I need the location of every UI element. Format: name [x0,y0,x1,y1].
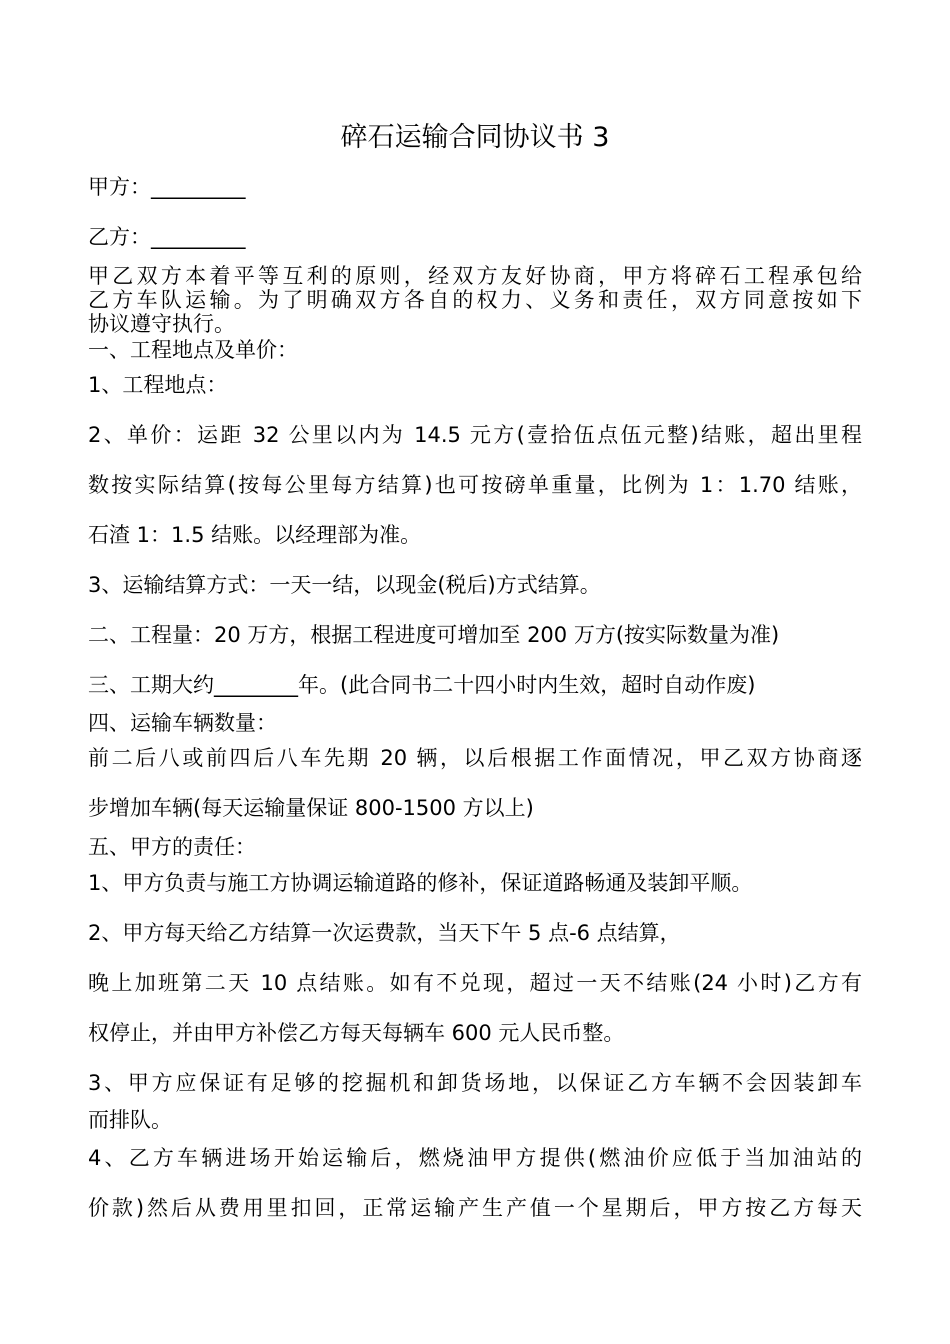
clause-line: 权停止，并由甲方补偿乙方每天每辆车 600 元人民币整。 [88,1021,625,1045]
section-heading-5: 五、甲方的责任： [88,835,256,859]
clause-line: 而排队。 [88,1108,172,1132]
clause-line: 石渣 1：1.5 结账。以经理部为准。 [88,523,422,547]
clause-line: 步增加车辆(每天运输量保证 800-1500 方以上) [88,796,534,820]
document-title: 碎石运输合同协议书 3 [340,122,610,153]
clause-line: 4、乙方车辆进场开始运输后，燃烧油甲方提供(燃油价应低于当加油站的 [88,1146,862,1170]
section-heading-2: 二、工程量：20 万方，根据工程进度可增加至 200 万方(按实际数量为准) [88,623,780,647]
clause-line: 晚上加班第二天 10 点结账。如有不兑现，超过一天不结账(24 小时)乙方有 [88,971,862,995]
section-heading-1: 一、工程地点及单价： [88,338,298,362]
party-a-line: 甲方：_________ [88,175,246,199]
clause-line: 价款)然后从费用里扣回，正常运输产生产值一个星期后，甲方按乙方每天 [88,1196,862,1220]
clause-line: 数按实际结算(按每公里每方结算)也可按磅单重量，比例为 1：1.70 结账， [88,473,862,497]
clause-line: 2、单价：运距 32 公里以内为 14.5 元方(壹拾伍点伍元整)结账，超出里程 [88,423,862,447]
clause-line: 1、工程地点： [88,373,228,397]
clause-line: 1、甲方负责与施工方协调运输道路的修补，保证道路畅通及装卸平顺。 [88,871,753,895]
section-heading-3: 三、工期大约________年。(此合同书二十四小时内生效，超时自动作废) [88,673,756,697]
party-b-line: 乙方：_________ [88,225,246,249]
intro-line-2: 乙方车队运输。为了明确双方各自的权力、义务和责任，双方同意按如下 [88,288,862,312]
clause-line: 前二后八或前四后八车先期 20 辆，以后根据工作面情况，甲乙双方协商逐 [88,746,862,770]
clause-line: 3、甲方应保证有足够的挖掘机和卸货场地，以保证乙方车辆不会因装卸车 [88,1071,862,1095]
intro-line-3: 协议遵守执行。 [88,312,235,336]
clause-line: 2、甲方每天给乙方结算一次运费款，当天下午 5 点-6 点结算， [88,921,681,945]
clause-line: 3、运输结算方式：一天一结，以现金(税后)方式结算。 [88,573,601,597]
section-heading-4: 四、运输车辆数量： [88,711,277,735]
intro-line-1: 甲乙双方本着平等互利的原则，经双方友好协商，甲方将碎石工程承包给 [88,264,862,288]
